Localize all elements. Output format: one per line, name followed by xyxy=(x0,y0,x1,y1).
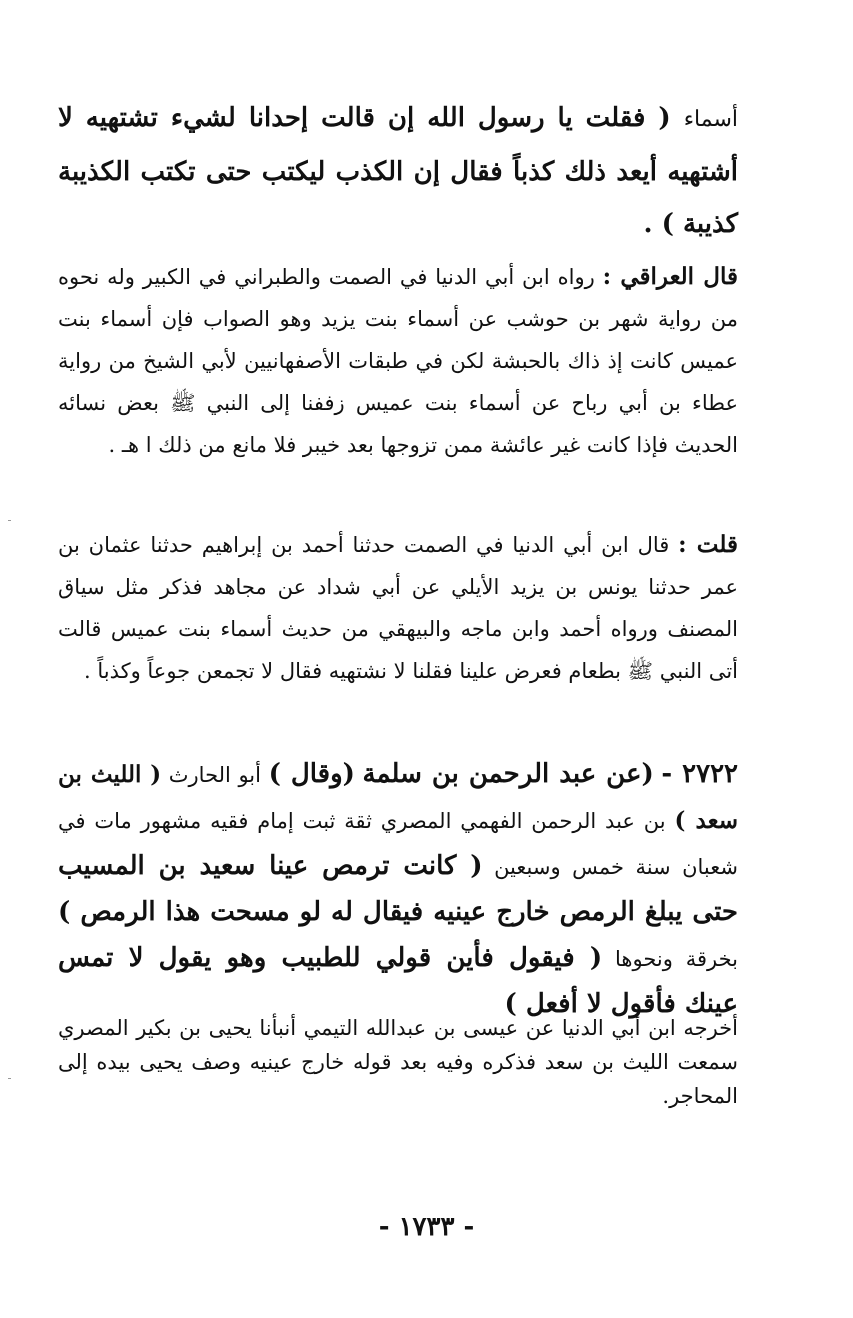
note-text: قال ابن أبي الدنيا في الصمت حدثنا أحمد بن إبراهيم حدثنا عثمان بن عمر حدثنا يونس بن يزيد الأيلي عن أبي شداد عن مجاهد فذكر مثل سياق المصنف ورواه أحمد وابن ماجه والبيهقي من حديث أسماء بنت عميس قالت أتى النبي ﷺ بطعام فعرض علينا فقلنا لا نشتهيه فقال لا تجمعن جوعاً وكذباً . xyxy=(58,533,738,683)
hadith-kunya: أبو الحارث xyxy=(168,763,261,787)
hadith-number: ٢٧٢٢ - xyxy=(661,759,739,789)
takhrij-text: أخرجه ابن أبي الدنيا عن عيسى بن عبدالله التيمي أنبأنا يحيى بن بكير المصري سمعت الليث بن سعد فذكره وفيه بعد قوله خارج عينيه وصف يحيى بيده إلى المحاجر. xyxy=(58,1016,738,1108)
hadith-name: ( الليث بن سعد ) xyxy=(58,761,738,834)
note-label: قلت : xyxy=(678,531,738,558)
iraqi-label: قال العراقي : xyxy=(602,263,738,290)
iraqi-commentary xyxy=(58,256,738,466)
quote-paragraph xyxy=(58,92,738,250)
hadith-entry xyxy=(58,752,738,1028)
author-note xyxy=(58,524,738,692)
hadith-matn: ( كانت ترمص عينا سعيد بن المسيب حتى يبلغ الرمص خارج عينيه فيقال له لو مسحت هذا الرمص ) xyxy=(58,851,738,927)
margin-tick xyxy=(8,520,11,521)
hadith-gloss: بخرقة ونحوها xyxy=(615,947,738,971)
hadith-said: (وقال ) xyxy=(268,759,355,789)
page-number: - ١٧٣٣ - xyxy=(378,1212,475,1242)
takhrij-note xyxy=(58,1011,738,1113)
hadith-narrator: (عن عبد الرحمن بن سلمة xyxy=(362,759,654,789)
quote-text: ( فقلت يا رسول الله إن قالت إحدانا لشيء تشتهيه لا أشتهيه أيعد ذلك كذباً فقال إن الكذب ليكتب حتى تكتب الكذيبة كذيبة ) . xyxy=(58,103,738,239)
hadith-matn-end: ( فيقول فأين قولي للطبيب وهو يقول لا تمس عينك فأقول لا أفعل ) xyxy=(58,943,738,1019)
iraqi-text: رواه ابن أبي الدنيا في الصمت والطبراني في الكبير وله نحوه من رواية شهر بن حوشب عن أسماء بنت يزيد وهو الصواب فإن أسماء بنت عميس كانت إذ ذاك بالحبشة لكن في طبقات الأصفهانيين لأبي الشيخ من رواية عطاء بن أبي رباح عن أسماء بنت عميس زففنا إلى النبي ﷺ بعض نسائه الحديث فإذا كانت غير عائشة ممن تزوجها بعد خيبر فلا مانع من ذلك ا هـ . xyxy=(58,265,738,457)
margin-tick xyxy=(8,1078,11,1079)
quote-lead: أسماء xyxy=(683,107,738,132)
hadith-bio: بن عبد الرحمن الفهمي المصري ثقة ثبت إمام فقيه مشهور مات في شعبان سنة خمس وسبعين xyxy=(58,809,738,879)
